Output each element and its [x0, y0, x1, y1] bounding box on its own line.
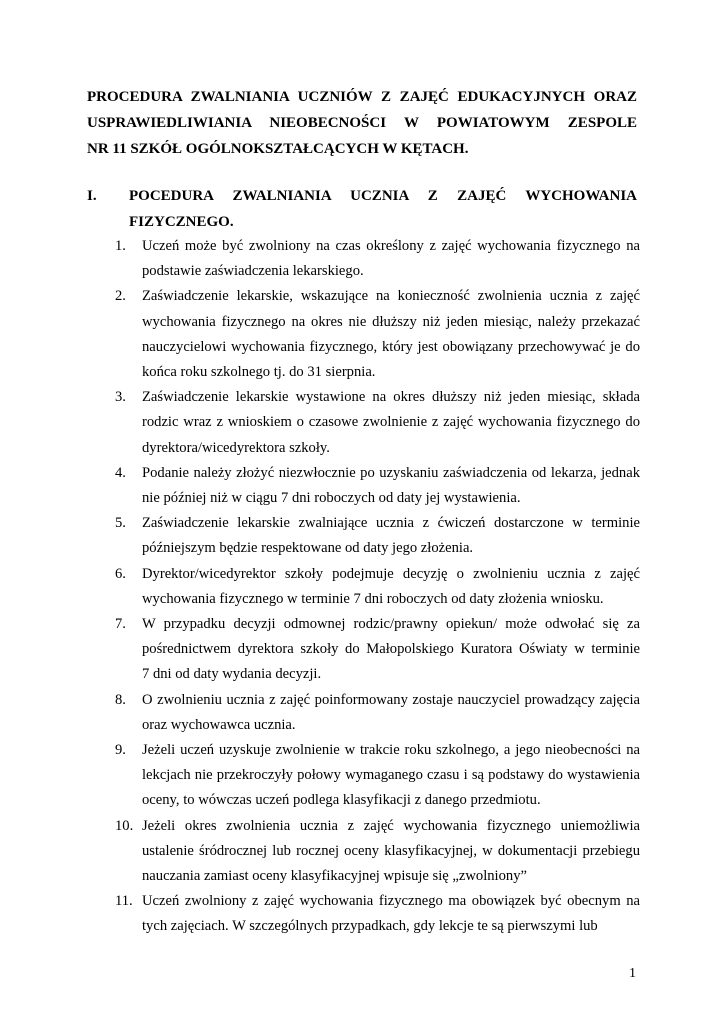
list-item-number: 10. — [115, 817, 134, 834]
list-item — [115, 385, 640, 461]
list-item-line: wychowania fizycznego na okres nie dłuższy niż jeden miesiąc, należy przekazać — [142, 313, 640, 330]
list-item-number: 6. — [115, 565, 126, 582]
list-item — [115, 461, 640, 511]
list-item — [115, 814, 640, 890]
list-item — [115, 562, 640, 612]
list-item — [115, 284, 640, 385]
list-item-line: rodzic wraz z wnioskiem o czasowe zwolnienie z zajęć wychowania fizycznego do — [142, 414, 640, 431]
list-item-line: nie później niż w ciągu 7 dni roboczych od daty jej wystawienia. — [142, 490, 521, 507]
section-title-line: FIZYCZNEGO. — [129, 214, 234, 230]
list-item-line: Zaświadczenie lekarskie zwalniające ucznia z ćwiczeń dostarczone w terminie — [142, 515, 640, 532]
list-item-line: Uczeń zwolniony z zajęć wychowania fizycznego ma obowiązek być obecnym na — [142, 893, 640, 910]
list-item-line: Jeżeli uczeń uzyskuje zwolnienie w trakcie roku szkolnego, a jego nieobecności na — [142, 742, 640, 759]
list-item-line: W przypadku decyzji odmownej rodzic/prawny opiekun/ może odwołać się za — [142, 616, 640, 633]
document-title — [87, 84, 637, 162]
list-item-line: oraz wychowawca ucznia. — [142, 716, 296, 733]
list-item-line: Jeżeli okres zwolnienia ucznia z zajęć wychowania fizycznego uniemożliwia — [142, 817, 640, 834]
list-item-line: dyrektora/wicedyrektora szkoły. — [142, 439, 330, 456]
list-item-line: ustalenie śródrocznej lub rocznej oceny klasyfikacyjnej, w dokumentacji przebiegu — [142, 842, 640, 859]
list-item-line: Dyrektor/wicedyrektor szkoły podejmuje decyzję o zwolnieniu ucznia z zajęć — [142, 565, 640, 582]
title-line: PROCEDURA ZWALNIANIA UCZNIÓW Z ZAJĘĆ EDUKACYJNYCH ORAZ — [87, 89, 637, 105]
list-item-number: 7. — [115, 616, 126, 633]
list-item-line: Zaświadczenie lekarskie, wskazujące na konieczność zwolnienia ucznia z zajęć — [142, 288, 640, 305]
list-item-line: nauczania zamiast oceny klasyfikacyjnej wpisuje się „zwolniony” — [142, 868, 527, 885]
list-item-number: 9. — [115, 742, 126, 759]
list-item-line: podstawie zaświadczenia lekarskiego. — [142, 263, 364, 280]
list-item-number: 8. — [115, 691, 126, 708]
list-item-line: Podanie należy złożyć niezwłocznie po uzyskaniu zaświadczenia od lekarza, jednak — [142, 464, 640, 481]
title-line: NR 11 SZKÓŁ OGÓLNOKSZTAŁCĄCYCH W KĘTACH. — [87, 141, 469, 157]
list-item-line: Uczeń może być zwolniony na czas określony z zajęć wychowania fizycznego na — [142, 238, 640, 254]
list-item — [115, 511, 640, 561]
list-item-line: oceny, to wówczas uczeń podlega klasyfikacji z danego przedmiotu. — [142, 792, 541, 809]
list-item-number: 1. — [115, 238, 126, 254]
list-item-line: tych zajęciach. W szczególnych przypadkach, gdy lekcje te są pierwszymi lub — [142, 918, 598, 935]
page-number: 1 — [629, 966, 636, 981]
list-item — [115, 234, 640, 284]
list-item — [115, 738, 640, 814]
list-item-number: 4. — [115, 464, 126, 481]
list-item-line: pośrednictwem dyrektora szkoły do Małopolskiego Kuratora Oświaty w terminie — [142, 641, 640, 658]
list-item-line: nauczycielowi wychowania fizycznego, który jest obowiązany przechowywać je do — [142, 338, 640, 355]
procedure-list — [115, 234, 640, 940]
title-line: USPRAWIEDLIWIANIA NIEOBECNOŚCI W POWIATOWYM ZESPOLE — [87, 115, 637, 131]
list-item-line: O zwolnieniu ucznia z zajęć poinformowany zostaje nauczyciel prowadzący zajęcia — [142, 691, 640, 708]
list-item-line: końca roku szkolnego tj. do 31 sierpnia. — [142, 364, 376, 381]
list-item-line: Zaświadczenie lekarskie wystawione na okres dłuższy niż jeden miesiąc, składa — [142, 389, 640, 406]
list-item-number: 3. — [115, 389, 126, 406]
list-item — [115, 889, 640, 939]
section-title-line: POCEDURA ZWALNIANIA UCZNIA Z ZAJĘĆ WYCHOWANIA — [129, 188, 637, 204]
list-item-line: późniejszym będzie respektowane od daty jego złożenia. — [142, 540, 474, 557]
list-item-number: 5. — [115, 515, 126, 532]
list-item — [115, 688, 640, 738]
list-item-line: lekcjach nie przekroczyły połowy wymaganego czasu i są podstawy do wystawienia — [142, 767, 640, 784]
list-item-number: 2. — [115, 288, 126, 305]
list-item — [115, 612, 640, 688]
list-item-line: 7 dni od daty wydania decyzji. — [142, 666, 322, 683]
list-item-number: 11. — [115, 893, 133, 910]
list-item-line: wychowania fizycznego w terminie 7 dni roboczych od daty złożenia wniosku. — [142, 590, 604, 607]
section-number: I. — [87, 188, 97, 204]
